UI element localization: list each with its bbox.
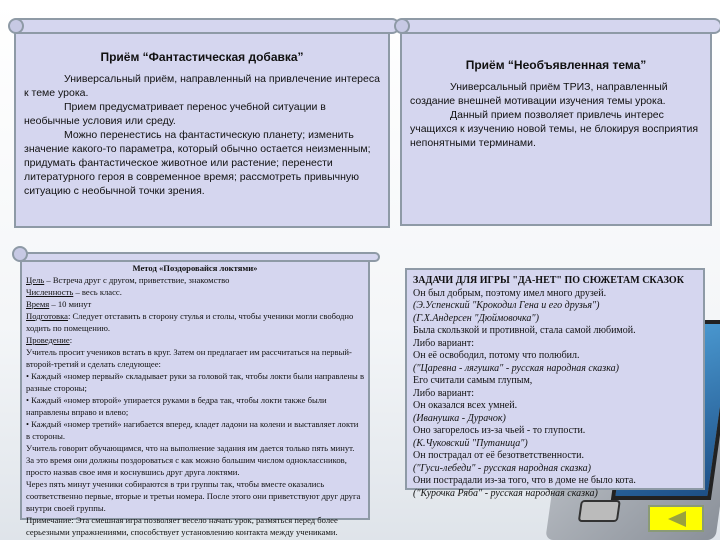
field-label: Время: [26, 299, 50, 309]
method-field: [26, 334, 364, 346]
field-text: – весь класс.: [73, 287, 122, 297]
field-label: Цель: [26, 275, 45, 285]
paragraph: Можно перенестись на фантастическую планету; изменить значение какого-то параметра, который обычно остается неизменным; придумать фантастическое животное или растение; перенести литературного героя в современное время; рассмотреть привычную ситуацию с необычной точки зрения.: [24, 129, 371, 197]
method-field: [26, 310, 364, 334]
riddle-line: Он был добрым, поэтому имел много друзей.: [413, 287, 607, 299]
field-text: – Встреча друг с другом, приветствие, знакомство: [44, 275, 230, 285]
method-field: [26, 286, 364, 298]
riddle-line: Он её освободил, потому что полюбил.: [413, 350, 580, 361]
riddle-line: Его считали самым глупым,: [413, 375, 533, 386]
scroll-curl-icon: [12, 246, 28, 262]
paragraph: Прием предусматривает перенос учебной ситуации в необычные условия или среду.: [24, 101, 326, 127]
method-paragraph: Учитель просит учеников встать в круг. Затем он предлагает им рассчитаться на первый-второй-третий и сделать следующее:: [26, 347, 352, 369]
scroll-panel-yes-no-tasks: [405, 268, 705, 499]
riddle-line: Либо вариант:: [413, 387, 475, 399]
method-paragraph: Учитель говорит обучающимся, что на выполнение задания им дается только пять минут. За это время они должны поздороваться с как можно большим числом одноклассников, просто назвав свое имя и коснувшись друг друга локтями.: [26, 443, 355, 477]
back-button[interactable]: [648, 505, 704, 532]
story-source: (К.Чуковский "Путаница"): [413, 437, 528, 449]
method-paragraph: • Каждый «номер второй» упирается руками в бедра так, чтобы локти также были направлены вправо и влево;: [26, 395, 327, 417]
riddle-line: Он пострадал от её безответственности.: [413, 450, 585, 461]
panel-title: Приём “Необъявленная тема”: [465, 58, 647, 72]
scroll-panel-elbow-greeting: [20, 258, 370, 537]
field-label: Подготовка: [26, 311, 68, 321]
riddle-line: Была скользкой и противной, стала самой любимой.: [413, 325, 636, 336]
paragraph: Универсальный приём ТРИЗ, направленный создание внешней мотивации изучения темы урока.: [410, 81, 668, 107]
riddle-line: Они пострадали из-за того, что в доме не было кота.: [413, 475, 636, 486]
field-label: Численность: [26, 287, 74, 297]
riddle-line: Либо вариант:: [413, 337, 475, 349]
paragraph: Универсальный приём, направленный на привлечение интереса к теме урока.: [24, 73, 380, 99]
story-source: ("Гуси-лебеди" - русская народная сказка): [413, 462, 592, 474]
panel-title: Метод «Поздоровайся локтями»: [132, 263, 258, 273]
scroll-curl-icon: [394, 18, 410, 34]
triangle-left-icon: [668, 511, 686, 527]
panel-title: ЗАДАЧИ ДЛЯ ИГРЫ "ДА-НЕТ" ПО СЮЖЕТАМ СКАЗОК: [413, 275, 684, 286]
story-source: (Г.Х.Андерсен "Дюймовочка"): [413, 312, 539, 324]
scroll-roll: [10, 18, 400, 34]
method-field: [26, 274, 364, 286]
scroll-panel-fantastic-addition: [14, 30, 390, 228]
panel-title: Приём “Фантастическая добавка”: [100, 50, 304, 64]
field-text: :: [69, 335, 73, 345]
method-field: [26, 298, 364, 310]
method-paragraph: • Каждый «номер третий» нагибается вперед, кладет ладони на колени и выставляет локти в стороны.: [26, 419, 359, 441]
field-text: – 10 минут: [49, 299, 92, 309]
method-paragraph: • Каждый «номер первый» складывает руки за головой так, чтобы локти были направлены в разные стороны;: [26, 371, 365, 393]
story-source: ("Царевна - лягушка" - русская народная сказка): [413, 362, 619, 374]
field-label: Проведение: [26, 335, 70, 345]
scroll-roll: [396, 18, 720, 34]
field-text: : Следует отставить в сторону стулья и столы, чтобы ученики могли свободно ходить по помещению.: [26, 311, 354, 333]
story-source: ("Курочка Ряба" - русская народная сказка): [413, 487, 598, 499]
method-paragraph: Примечание: Эта смешная игра позволяет весело начать урок, размяться перед более серьезными упражнениями, способствует установлению контакта между учениками.: [26, 515, 338, 537]
paragraph: Данный прием позволяет привлечь интерес учащихся к изучению новой темы, не блокируя восприятия непонятными терминами.: [410, 109, 699, 149]
scroll-curl-icon: [8, 18, 24, 34]
scroll-panel-unannounced-topic: [400, 30, 712, 226]
scroll-roll: [16, 252, 380, 262]
method-paragraph: Через пять минут ученики собираются в три группы так, чтобы вместе оказались соответственно первые, вторые и третьи номера. После этого они приветствуют друг друга внутри своей группы.: [26, 479, 361, 513]
riddle-line: Оно загорелось из-за чьей - то глупости.: [413, 425, 586, 436]
story-source: (Иванушка - Дурачок): [413, 412, 506, 424]
story-source: (Э.Успенский "Крокодил Гена и его друзья"): [413, 300, 600, 311]
riddle-line: Он оказался всех умней.: [413, 400, 518, 411]
